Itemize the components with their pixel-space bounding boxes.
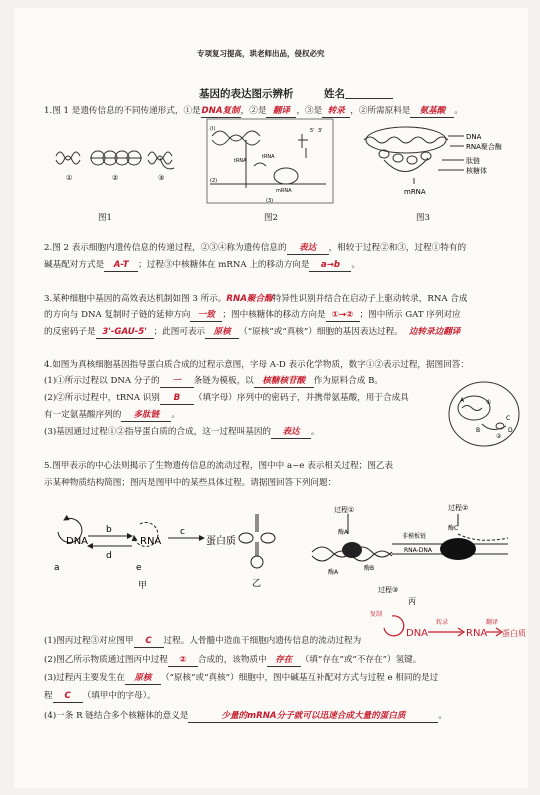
q3-line-2: 的方向与 DNA 复制时子链的延伸方向 一致 ；图中核糖体的移动方向是 ①→② ；图中所示 GAT 序列对应	[44, 310, 461, 320]
bing-enzyme-c: 酶C	[448, 525, 459, 532]
jia-label-b: b	[106, 525, 112, 535]
bing-enzyme-c-shape	[440, 538, 476, 560]
q5-line-1: 5.图甲表示的中心法则揭示了生物遗传信息的流动过程，图中中 a~e 表示相关过程；图乙表	[44, 461, 394, 471]
jia-caption: 甲	[138, 581, 148, 591]
q5-answer-4: 原核	[125, 672, 161, 685]
fig2-label-3prime: 3'	[318, 128, 323, 134]
bing-enzyme-a-2: 酶A	[328, 569, 339, 576]
q4-answer-1: 一	[160, 375, 194, 388]
q3-answer-3: ①→②	[326, 309, 360, 322]
fig3-label-mrna: mRNA	[404, 188, 426, 196]
q5-line-2: 示某种物质结构简图；图丙是图甲中的某些具体过程。请据图回答下列问题：	[44, 478, 337, 488]
q1-answer-2: 翻译	[266, 105, 296, 118]
name-label: 姓名	[324, 86, 393, 101]
figure-1-caption: 图1	[98, 213, 112, 223]
q3-answer-4: 3'-GAU-5'	[96, 326, 154, 339]
q3-line-3: 的反密码子是 3'-GAU-5' ；此图可表示 原核 （“原核”或“真核”）细胞的基因表达过程。 边转录边翻译	[44, 327, 461, 337]
q5-handwritten-flow	[370, 606, 526, 644]
flow-dna: DNA	[406, 628, 429, 639]
figure-bing-processes	[308, 494, 520, 606]
flow-rna: RNA	[466, 628, 488, 639]
bing-rna-dna: RNA-DNA	[404, 547, 433, 554]
fig1-label-1: ①	[66, 174, 73, 182]
fig2-label-3: (3)	[266, 198, 274, 204]
q4-line-2: (1)①所示过程以 DNA 分子的 一 条链为模板，以 核糖核苷酸 作为原料合成 B。	[44, 376, 383, 386]
figure-jia-central-dogma	[44, 508, 244, 594]
q5-sub-3: (3)过程丙主要发生在 原核 （“原核”或“真核”）细胞中，图中碱基互补配对方式与过程 e 相同的是过	[44, 673, 439, 683]
fig3-label-dna: DNA	[466, 133, 482, 141]
q4-line-4: 有一定氨基酸序列的 多肽链 。	[44, 410, 180, 420]
q2-line-2: 碱基配对方式是 A-T ；过程③中核糖体在 mRNA 上的移动方向是 a→b 。	[44, 260, 361, 270]
q2-answer-3: a→b	[309, 259, 351, 272]
figure-1-diagram	[50, 126, 180, 196]
q4-fig-label-d: D	[508, 427, 513, 434]
q4-cell-diagram	[446, 376, 522, 452]
fig3-label-ribosome: 核糖体	[466, 167, 487, 175]
q3-line-1: 3.某种细胞中基因的高效表达机制如图 3 所示。RNA聚合酶特异性识别并结合在启动子上驱动转录，RNA 合成	[44, 294, 468, 304]
bing-enzyme-a-shape	[342, 542, 362, 558]
q4-line-1: 4.如图为真核细胞基因指导蛋白质合成的过程示意图，字母 A-D 表示化学物质，数字①②表示过程，据图回答：	[44, 360, 469, 370]
q4-fig-label-a: A	[460, 397, 465, 404]
q4-answer-2: 核糖核苷酸	[254, 375, 314, 388]
fig2-label-trna-a: tRNA	[234, 158, 247, 164]
q5-answer-2: ②	[168, 654, 198, 667]
figure-3-diagram	[354, 120, 514, 206]
fig1-label-3: ③	[158, 174, 165, 182]
q3-answer-1: RNA聚合酶	[226, 294, 273, 304]
bing-enzyme-a-1: 酶A	[338, 529, 349, 536]
q4-fig-label-1: ①	[486, 399, 492, 406]
q1-line: 1.图 1 是遗传信息的不同传递形式，①是DNA复制，②是 翻译 ，③是 转录 ，②所需原料是 氨基酸 。	[44, 106, 464, 116]
fig2-label-2: (2)	[210, 178, 218, 184]
q3-answer-5: 原核	[205, 326, 239, 339]
flow-transcription: 转录	[436, 619, 449, 626]
q1-answer-3: 转录	[322, 105, 350, 118]
figure-yi-trna	[236, 512, 276, 592]
q2-line-1: 2.图 2 表示细胞内遗传信息的传递过程，②③④称为遗传信息的 表达 ，相较于过程②和③，过程①特有的	[44, 243, 467, 253]
q4-answer-4: 多肽链	[121, 409, 171, 422]
bing-enzyme-b: 酶B	[364, 565, 375, 572]
yi-caption: 乙	[252, 579, 262, 589]
bing-process-1: 过程①	[334, 506, 355, 514]
page-header: 专项复习提高，珙老师出品，侵权必究	[197, 49, 325, 58]
flow-protein: 蛋白质	[502, 629, 526, 638]
q5-sub-4: (4)一条 R 链结合多个核糖体的意义是 少量的mRNA分子就可以迅速合成大量的蛋白质 。	[44, 711, 448, 721]
bing-caption: 丙	[408, 597, 416, 606]
fig2-label-1: (l)	[210, 126, 216, 132]
q4-line-3: (2)②所示过程中，tRNA 识别 B （填字母）序列中的密码子，并携带氨基酸，用于合成具	[44, 393, 409, 403]
figure-3-caption: 图3	[416, 213, 430, 223]
worksheet-page	[14, 8, 528, 788]
bing-non-template: 非模板链	[402, 533, 427, 540]
q2-answer-2: A-T	[104, 259, 138, 272]
jia-label-e: e	[136, 563, 142, 573]
q3-answer-6: 边转录边翻译	[408, 327, 461, 337]
q5-answer-3: 存在	[267, 654, 301, 667]
q4-fig-label-c: C	[506, 415, 511, 422]
q5-answer-5: C	[53, 690, 83, 703]
figure-2-diagram	[206, 118, 336, 206]
bing-process-2: 过程②	[448, 504, 469, 512]
q4-fig-label-2: ②	[496, 433, 502, 440]
flow-translation: 翻译	[486, 619, 499, 626]
q4-fig-label-b: B	[476, 427, 481, 434]
fig3-label-rna-polymerase: RNA聚合酶	[466, 143, 502, 151]
fig2-label-mrna: mRNA	[276, 188, 292, 194]
fig2-label-5prime: 5'	[310, 128, 315, 134]
jia-label-d: d	[106, 551, 112, 561]
q5-answer-6: 少量的mRNA分子就可以迅速合成大量的蛋白质	[188, 710, 438, 723]
bing-process-3: 过程③	[378, 586, 399, 594]
figure-2-caption: 图2	[264, 213, 278, 223]
page-title: 基因的表达图示辨析	[199, 88, 294, 100]
q1-answer-1: DNA复制	[201, 106, 240, 116]
jia-label-c: c	[180, 527, 185, 537]
jia-label-a: a	[54, 563, 60, 573]
fig3-label-peptide: 肽链	[466, 157, 480, 165]
jia-dna: DNA	[66, 536, 89, 547]
jia-rna: RNA	[140, 536, 162, 547]
q5-answer-1: C	[134, 635, 164, 648]
q4-answer-3: B	[160, 392, 194, 405]
q3-answer-2: 一致	[190, 309, 222, 322]
q2-answer-1: 表达	[287, 242, 329, 255]
q5-sub-3b: 程 C （填甲中的字母）。	[44, 691, 156, 701]
fig2-label-trna-b: tRNA	[262, 154, 275, 160]
flow-replication: 复制	[370, 611, 383, 618]
q1-answer-4: 氨基酸	[410, 105, 454, 118]
q4-line-5: (3)基因通过过程①②指导蛋白质的合成，这一过程叫基因的 表达 。	[44, 427, 320, 437]
fig1-label-2: ②	[112, 174, 119, 182]
q5-sub-1: (1)图丙过程③对应图甲 C 过程。人骨髓中造血干细胞内遗传信息的流动过程为	[44, 636, 362, 646]
q4-answer-5: 表达	[271, 426, 311, 439]
jia-protein: 蛋白质	[206, 536, 236, 547]
q5-sub-2: (2)图乙所示物质通过图丙中过程 ② 合成的，该物质中 存在 （填“存在”或“不存在”）氢键。	[44, 655, 422, 665]
